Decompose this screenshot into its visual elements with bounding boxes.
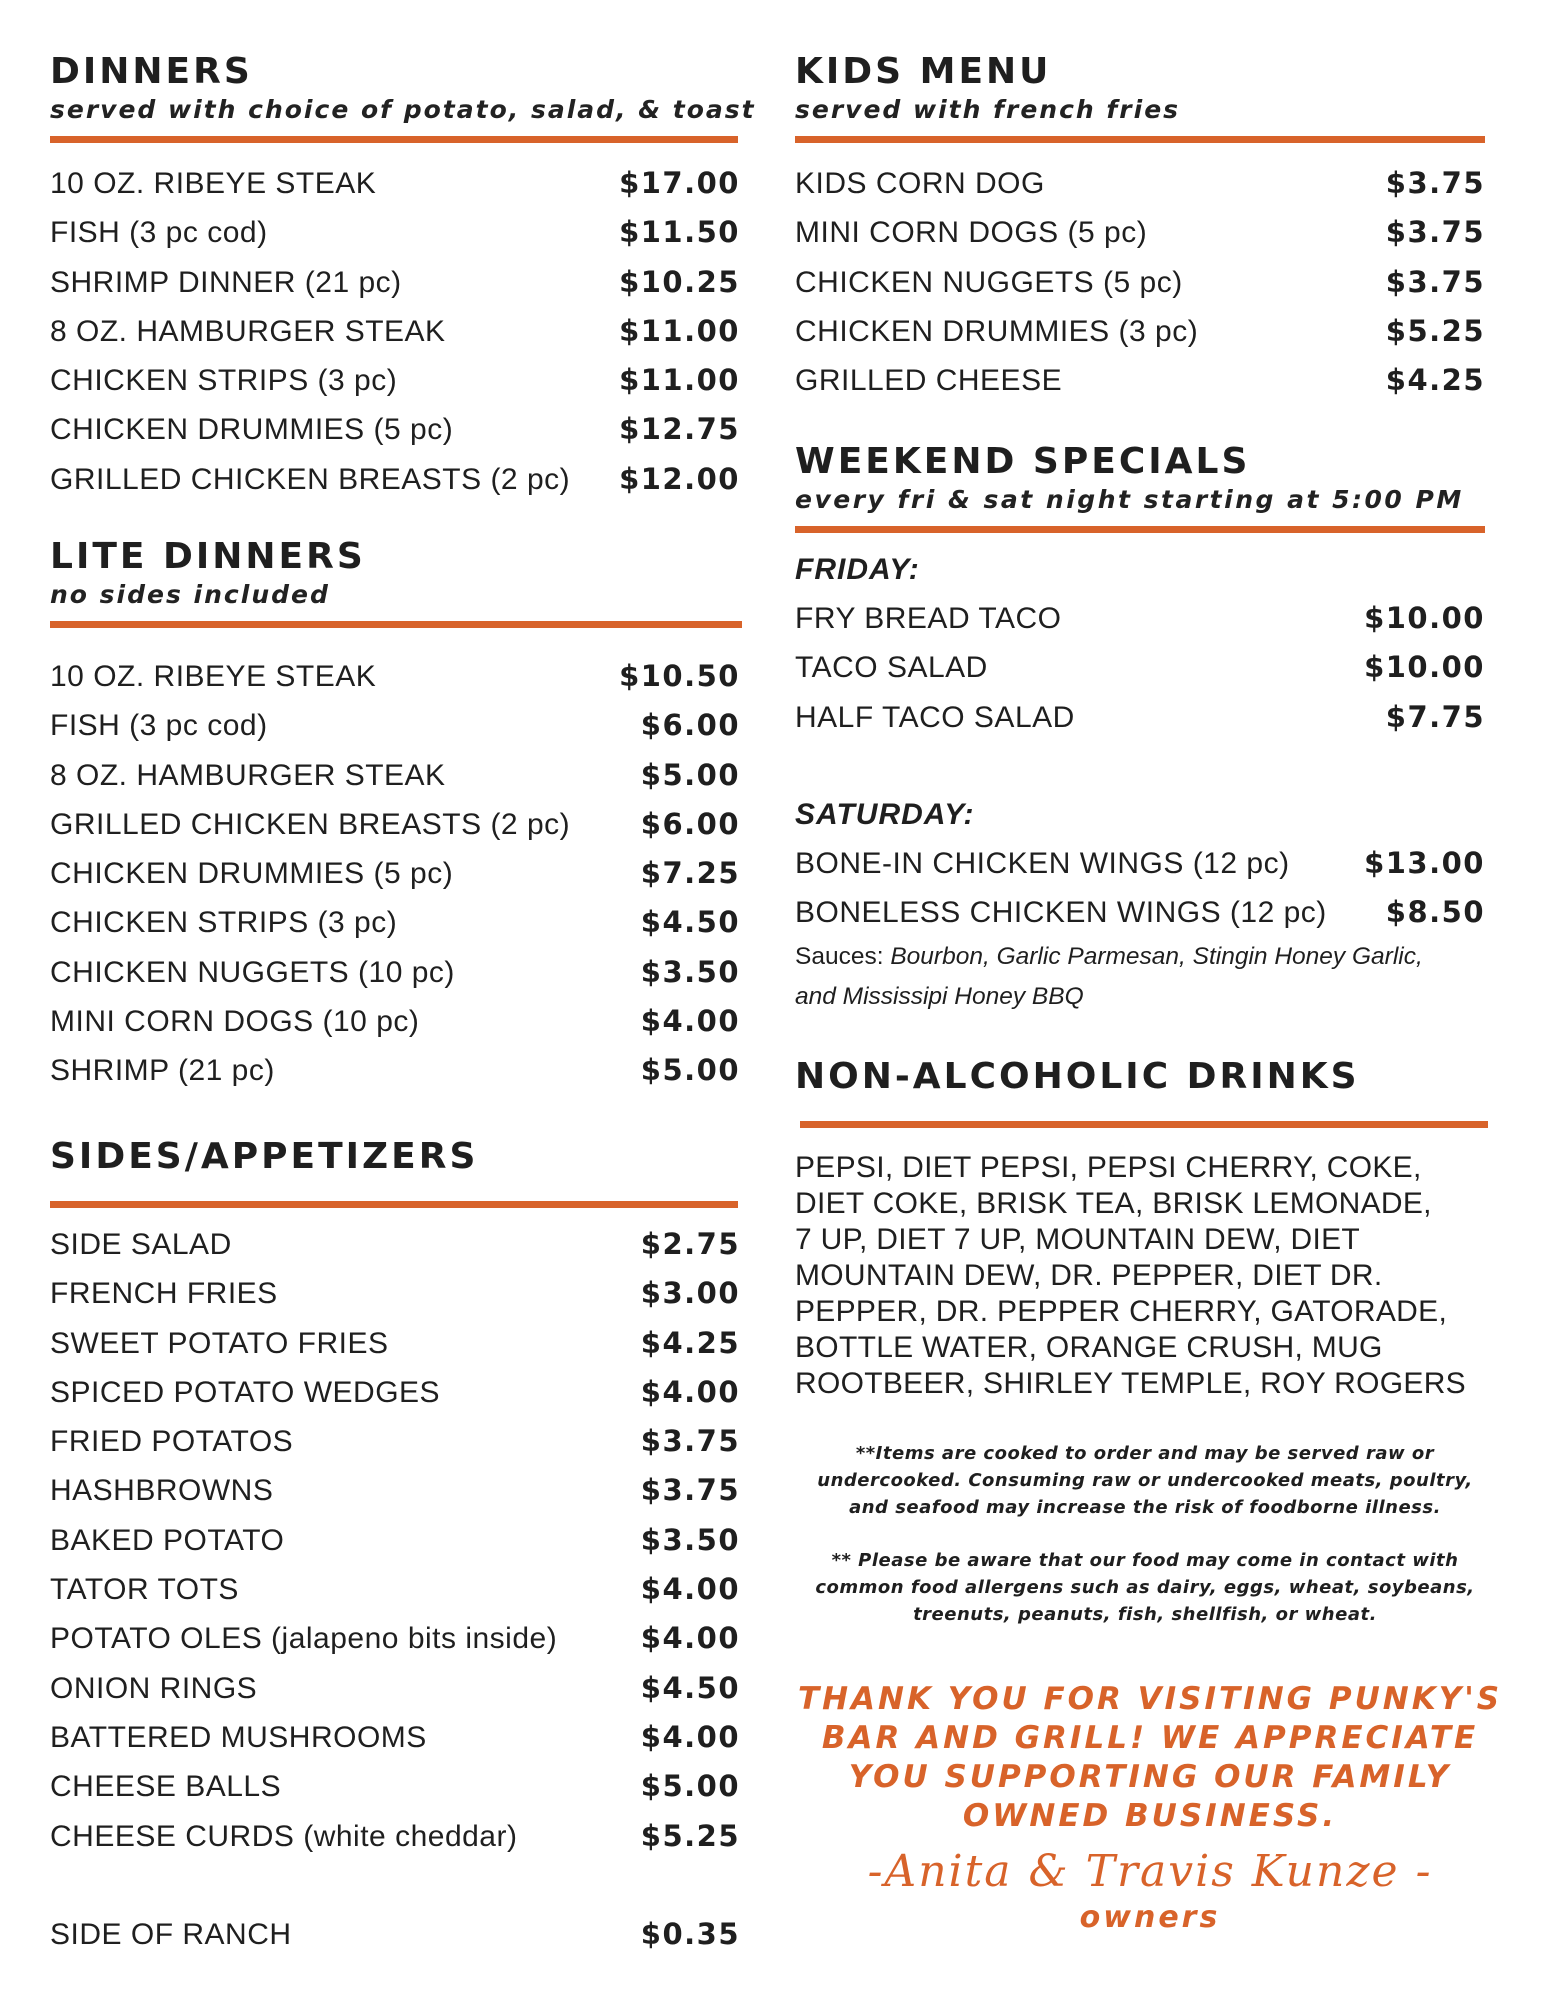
drinks-divider [800, 1121, 1488, 1128]
item-name: CHICKEN NUGGETS (5 pc) [795, 265, 1183, 299]
item-name: MINI CORN DOGS (10 pc) [50, 1005, 420, 1039]
lite-dinners-subtitle: no sides included [50, 580, 330, 609]
menu-item [795, 307, 1485, 356]
item-price: $4.00 [640, 1621, 740, 1656]
weekend-section [795, 440, 1495, 1017]
menu-item [795, 643, 1485, 692]
item-name: CHICKEN DRUMMIES (5 pc) [50, 857, 454, 891]
menu-item [795, 594, 1485, 643]
item-name: KIDS CORN DOG [795, 167, 1045, 200]
lite-dinners-title: LITE DINNERS [50, 536, 366, 577]
kids-divider [795, 136, 1485, 143]
menu-item [50, 1664, 740, 1713]
menu-item [50, 849, 740, 898]
menu-item [795, 258, 1485, 307]
item-price: $4.00 [640, 1374, 740, 1409]
weekend-subtitle: every fri & sat night starting at 5:00 PM [795, 485, 1464, 514]
item-price: $5.00 [640, 757, 740, 792]
dinners-title: DINNERS [50, 51, 253, 92]
item-name: HASHBROWNS [50, 1474, 274, 1508]
item-price: $5.00 [640, 1053, 740, 1088]
sauces-text: Bourbon, Garlic Parmesan, Stingin Honey Garlic, [890, 943, 1423, 971]
item-name: BONE-IN CHICKEN WINGS (12 pc) [795, 846, 1290, 880]
item-price: $3.75 [640, 1424, 740, 1459]
menu-item [50, 701, 740, 750]
item-name: FISH (3 pc cod) [50, 709, 268, 743]
item-price: $10.25 [619, 264, 740, 299]
drinks-line: MOUNTAIN DEW, DR. PEPPER, DIET DR. [795, 1259, 1383, 1292]
menu-item [50, 455, 740, 504]
item-price: $6.00 [640, 708, 740, 743]
item-price: $4.25 [1385, 363, 1485, 398]
thanks-line: OWNED BUSINESS. [962, 1798, 1338, 1834]
dinners-divider [50, 136, 738, 143]
menu-item [795, 159, 1485, 208]
kids-section [795, 50, 1495, 405]
item-price: $4.00 [640, 1004, 740, 1039]
menu-item [50, 307, 740, 356]
dinners-subtitle: served with choice of potato, salad, & toast [50, 95, 756, 124]
dinners-list [50, 159, 740, 504]
item-price: $4.50 [640, 1670, 740, 1705]
sauces-text-2: and Mississipi Honey BBQ [795, 983, 1084, 1011]
saturday-label: SATURDAY: [795, 797, 975, 831]
item-name: CHICKEN NUGGETS (10 pc) [50, 955, 455, 989]
menu-item [50, 1368, 740, 1417]
drinks-line: BOTTLE WATER, ORANGE CRUSH, MUG [795, 1331, 1383, 1364]
menu-item [50, 898, 740, 947]
menu-item [50, 1046, 740, 1095]
menu-item [50, 1812, 740, 1861]
item-name: CHICKEN STRIPS (3 pc) [50, 906, 398, 940]
item-price: $3.75 [1385, 264, 1485, 299]
item-price: $7.25 [640, 856, 740, 891]
note-line: treenuts, peanuts, fish, shellfish, or wheat. [913, 1604, 1377, 1625]
item-price: $10.00 [1364, 650, 1485, 685]
item-price: $10.50 [619, 659, 740, 693]
item-price: $5.00 [640, 1769, 740, 1804]
menu-item [795, 839, 1485, 888]
item-price: $13.00 [1364, 845, 1485, 880]
item-price: $11.00 [619, 363, 740, 398]
saturday-list [795, 839, 1485, 938]
item-price: $3.75 [1385, 166, 1485, 200]
item-name: MINI CORN DOGS (5 pc) [795, 216, 1148, 250]
drinks-title: NON-ALCOHOLIC DRINKS [795, 1056, 1360, 1097]
item-name: SWEET POTATO FRIES [50, 1326, 389, 1360]
menu-item [50, 1713, 740, 1762]
sides-section [50, 1135, 740, 1959]
lite-dinners-list [50, 652, 740, 1096]
item-price: $4.00 [640, 1572, 740, 1607]
item-name: FRIED POTATOS [50, 1425, 294, 1459]
menu-item [50, 1417, 740, 1466]
friday-label: FRIDAY: [795, 553, 920, 586]
item-name: CHICKEN STRIPS (3 pc) [50, 364, 398, 398]
item-name: GRILLED CHICKEN BREASTS (2 pc) [50, 462, 571, 496]
menu-item [50, 1762, 740, 1811]
owner-signature: -Anita & Travis Kunze - [867, 1846, 1433, 1897]
sauces-note [795, 937, 1485, 1017]
note-line: undercooked. Consuming raw or undercooked meats, poultry, [817, 1470, 1473, 1491]
item-name: SPICED POTATO WEDGES [50, 1375, 441, 1409]
item-name: CHEESE CURDS (white cheddar) [50, 1819, 518, 1853]
item-price: $12.75 [619, 412, 740, 447]
thanks-line: BAR AND GRILL! WE APPRECIATE [821, 1720, 1479, 1756]
item-name: SHRIMP DINNER (21 pc) [50, 265, 402, 299]
menu-item [50, 208, 740, 257]
item-price: $11.50 [619, 215, 740, 250]
drinks-line: PEPPER, DR. PEPPER CHERRY, GATORADE, [795, 1295, 1448, 1328]
menu-item [795, 693, 1485, 742]
item-name: 10 OZ. RIBEYE STEAK [50, 167, 377, 200]
item-price: $10.00 [1364, 601, 1485, 635]
menu-item [50, 356, 740, 405]
item-name: FRY BREAD TACO [795, 602, 1062, 635]
item-name: FISH (3 pc cod) [50, 216, 268, 250]
menu-item [795, 208, 1485, 257]
drinks-line: DIET COKE, BRISK TEA, BRISK LEMONADE, [795, 1187, 1432, 1220]
menu-item [50, 997, 740, 1046]
menu-item [50, 405, 740, 454]
thanks-line: THANK YOU FOR VISITING PUNKY'S [797, 1681, 1503, 1717]
lite-dinners-section [50, 535, 740, 1096]
allergen-note [795, 1547, 1495, 1628]
item-name: TATOR TOTS [50, 1573, 239, 1607]
item-name: BONELESS CHICKEN WINGS (12 pc) [795, 896, 1327, 930]
item-price: $12.00 [619, 461, 740, 496]
menu-item [50, 159, 740, 208]
item-price: $3.75 [640, 1473, 740, 1508]
item-price: $3.75 [1385, 215, 1485, 250]
item-name: CHICKEN DRUMMIES (3 pc) [795, 314, 1199, 348]
item-price: $4.25 [640, 1325, 740, 1360]
item-price: $6.00 [640, 806, 740, 841]
item-price: $8.50 [1385, 895, 1485, 930]
raw-food-note [795, 1440, 1495, 1521]
item-name: 10 OZ. RIBEYE STEAK [50, 660, 377, 693]
note-line: ** Please be aware that our food may come in contact with [831, 1550, 1459, 1571]
item-name: SIDE SALAD [50, 1228, 232, 1261]
kids-subtitle: served with french fries [795, 95, 1181, 124]
menu-item [50, 1614, 740, 1663]
sides-title: SIDES/APPETIZERS [50, 1136, 479, 1177]
menu-item [50, 800, 740, 849]
item-price: $17.00 [619, 166, 740, 200]
drinks-line: 7 UP, DIET 7 UP, MOUNTAIN DEW, DIET [795, 1223, 1361, 1256]
menu-item [50, 948, 740, 997]
item-name: CHICKEN DRUMMIES (5 pc) [50, 413, 454, 447]
item-name: CHEESE BALLS [50, 1770, 282, 1804]
note-line: common food allergens such as dairy, eggs, wheat, soybeans, [815, 1577, 1475, 1598]
weekend-divider [795, 526, 1485, 533]
item-price: $5.25 [1385, 313, 1485, 348]
item-name: SHRIMP (21 pc) [50, 1054, 275, 1088]
menu-item [50, 258, 740, 307]
item-price: $3.50 [640, 954, 740, 989]
lite-dinners-divider [50, 621, 742, 628]
item-price: $0.35 [640, 1916, 740, 1951]
menu-item [50, 1319, 740, 1368]
item-name: FRENCH FRIES [50, 1277, 278, 1311]
drinks-line: PEPSI, DIET PEPSI, PEPSI CHERRY, COKE, [795, 1151, 1422, 1184]
item-name: TACO SALAD [795, 651, 988, 685]
notes-section [795, 1440, 1495, 1628]
item-name: HALF TACO SALAD [795, 700, 1075, 734]
menu-item [50, 652, 740, 701]
item-name: GRILLED CHICKEN BREASTS (2 pc) [50, 807, 571, 841]
drinks-line: ROOTBEER, SHIRLEY TEMPLE, ROY ROGERS [795, 1367, 1466, 1400]
thanks-section [795, 1680, 1505, 1938]
sides-divider [50, 1201, 738, 1208]
friday-list [795, 594, 1485, 742]
owners-label: owners [1079, 1900, 1221, 1935]
item-price: $4.00 [640, 1719, 740, 1754]
weekend-title: WEEKEND SPECIALS [795, 441, 1251, 482]
item-price: $7.75 [1385, 699, 1485, 734]
drinks-section [795, 1055, 1495, 1402]
thanks-line: YOU SUPPORTING OUR FAMILY [848, 1759, 1452, 1795]
menu-item [795, 356, 1485, 405]
item-price: $11.00 [619, 313, 740, 348]
item-name: POTATO OLES (jalapeno bits inside) [50, 1622, 558, 1656]
item-name: 8 OZ. HAMBURGER STEAK [50, 758, 446, 792]
menu-item [50, 1910, 740, 1959]
thank-you-message [795, 1680, 1505, 1836]
kids-title: KIDS MENU [795, 51, 1052, 92]
menu-item [50, 1269, 740, 1318]
menu-item [50, 1220, 740, 1269]
menu-item [50, 751, 740, 800]
item-name: BAKED POTATO [50, 1523, 285, 1557]
item-price: $3.50 [640, 1522, 740, 1557]
kids-list [795, 159, 1485, 405]
dinners-section [50, 50, 756, 504]
menu-item [795, 888, 1485, 937]
menu-item [50, 1565, 740, 1614]
item-price: $3.00 [640, 1276, 740, 1311]
item-price: $5.25 [640, 1818, 740, 1853]
sides-list [50, 1220, 740, 1861]
item-name: GRILLED CHEESE [795, 364, 1063, 398]
drinks-list [795, 1150, 1495, 1402]
item-name: BATTERED MUSHROOMS [50, 1720, 427, 1754]
item-name: 8 OZ. HAMBURGER STEAK [50, 314, 446, 348]
note-line: **Items are cooked to order and may be served raw or [855, 1443, 1435, 1464]
item-price: $4.50 [640, 905, 740, 940]
item-name: SIDE OF RANCH [50, 1917, 292, 1951]
sauces-label: Sauces: [795, 943, 884, 971]
menu-item [50, 1466, 740, 1515]
item-name: ONION RINGS [50, 1671, 258, 1705]
menu-item [50, 1516, 740, 1565]
item-price: $2.75 [640, 1227, 740, 1261]
note-line: and seafood may increase the risk of foodborne illness. [849, 1497, 1441, 1518]
